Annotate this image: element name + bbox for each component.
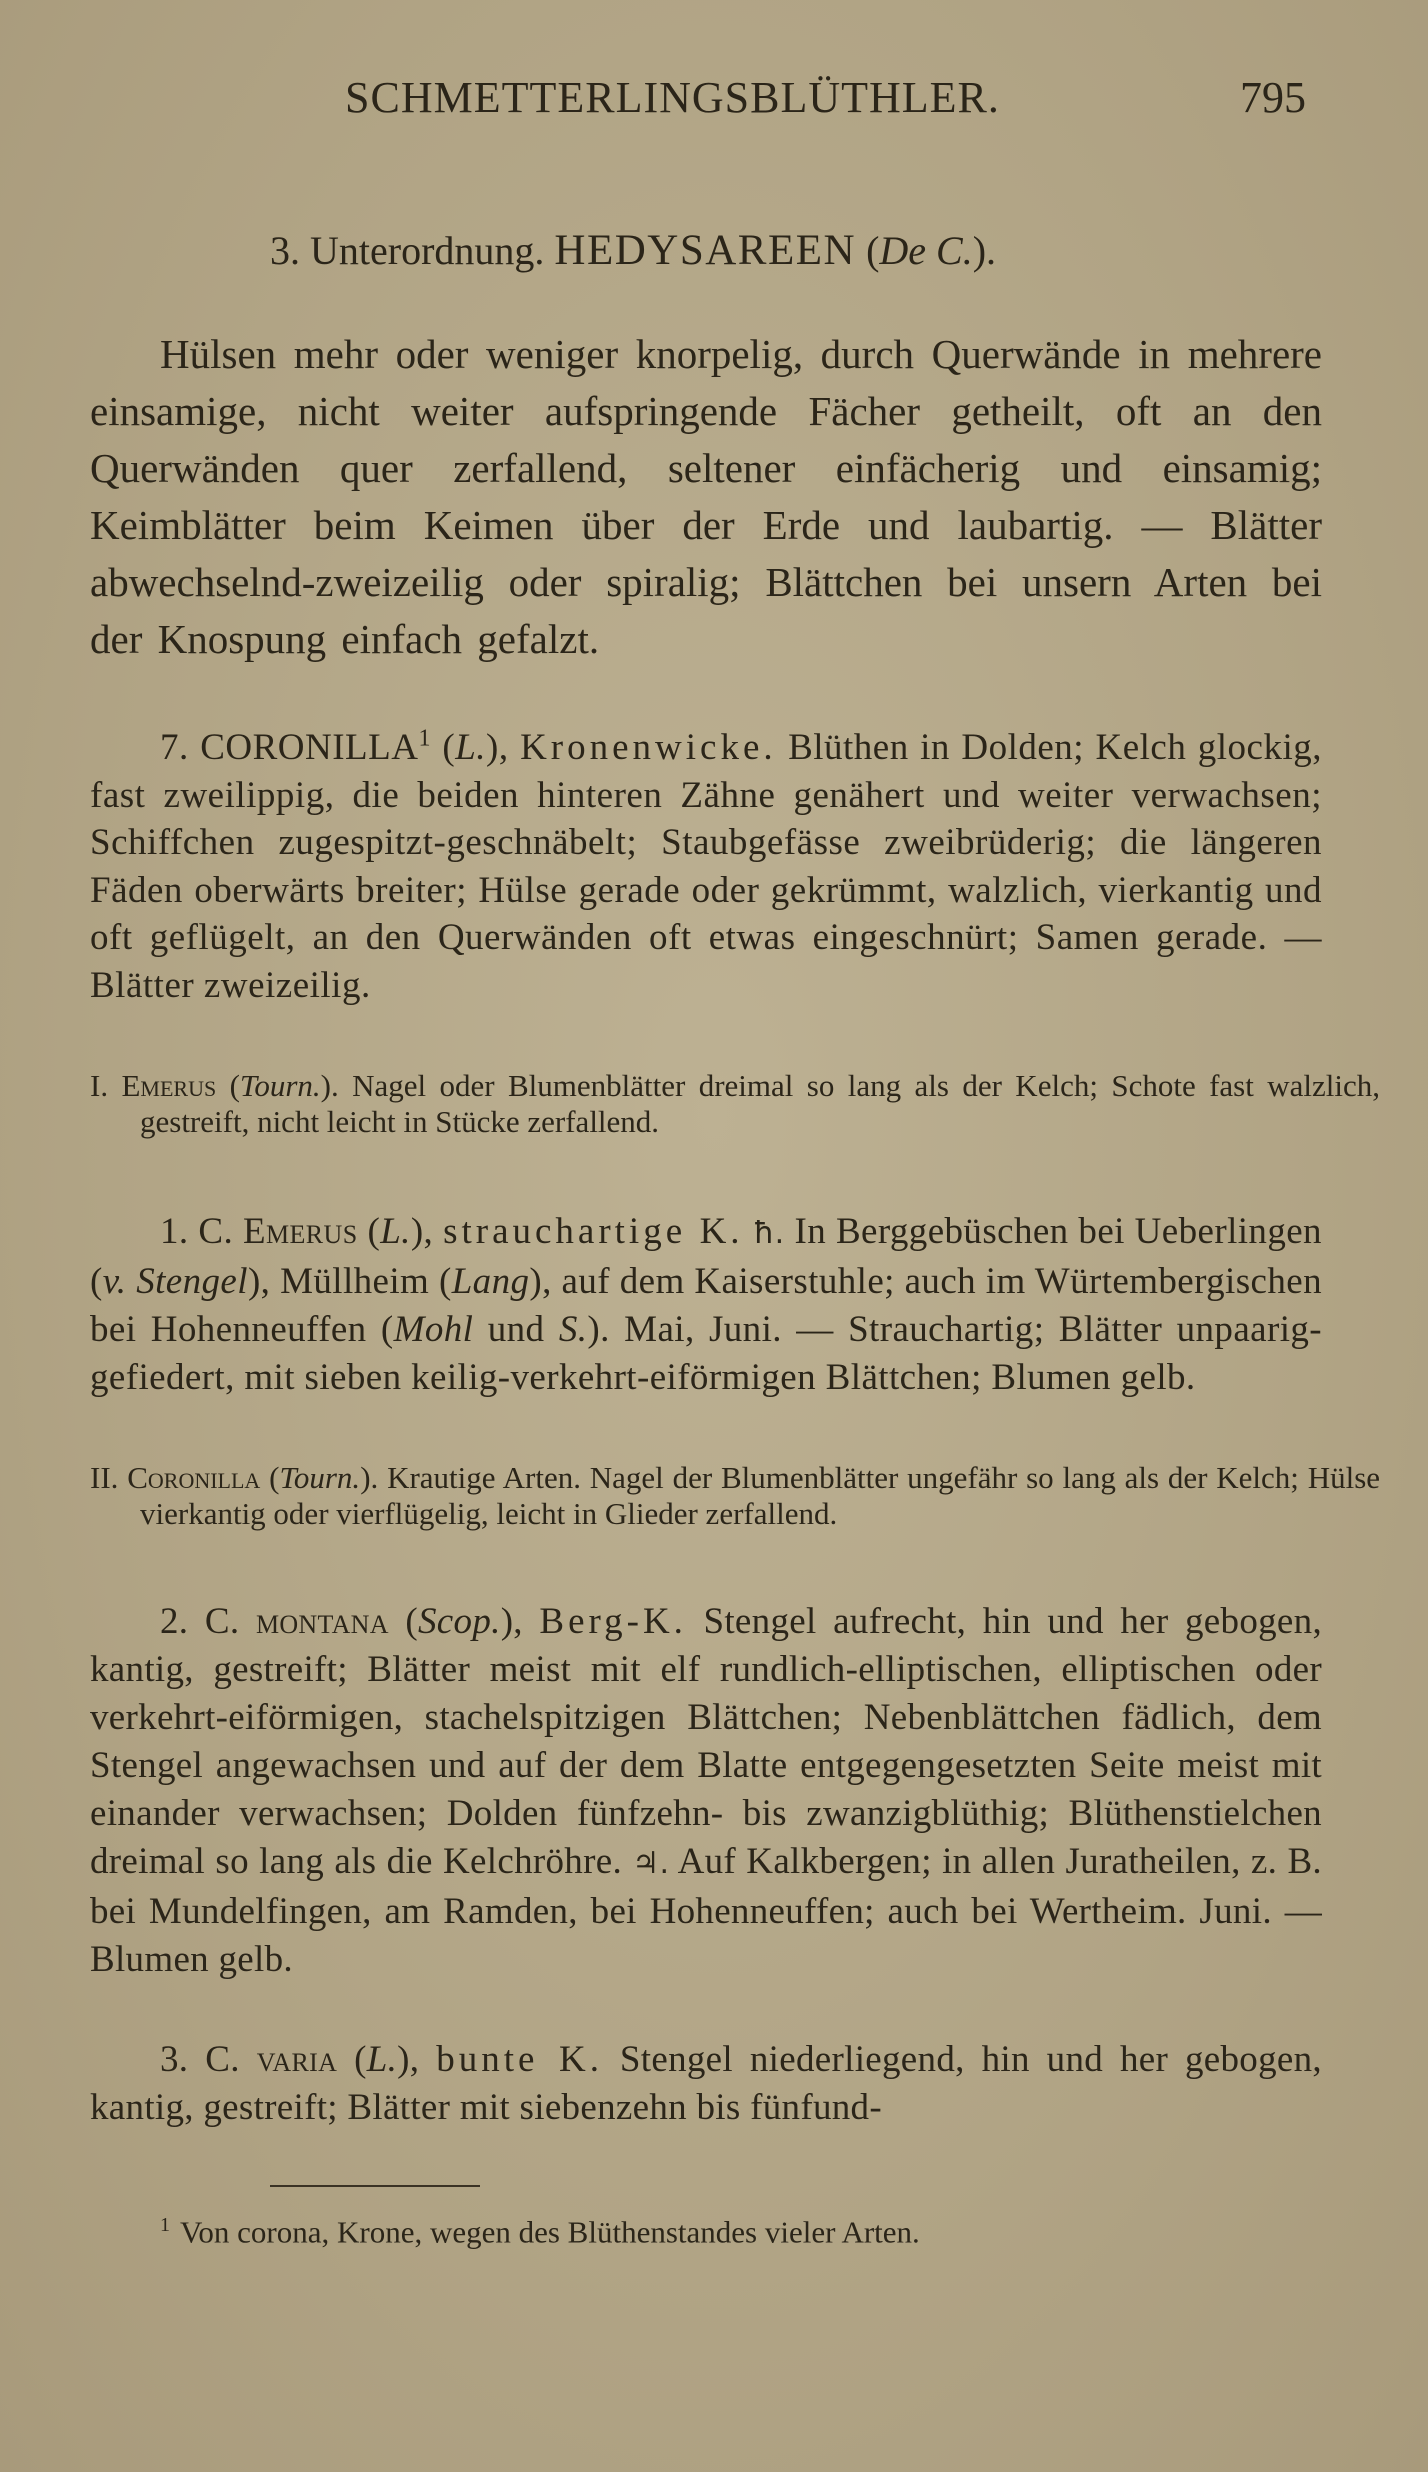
species-varia <box>90 2036 1322 2132</box>
species-text-part3: ), auf dem Kaiserstuhle; auch im Würtembergischen bei Hohenneuffen ( <box>90 1261 1322 1350</box>
section-author-open: ( <box>229 1068 240 1103</box>
genus-name: CORONILLA <box>200 727 419 768</box>
section-name: Emerus <box>121 1068 217 1103</box>
species-name: montana <box>255 1601 389 1642</box>
collector-ref: Lang <box>451 1261 530 1302</box>
genus-number: 7. <box>160 727 189 768</box>
genus-author: L. <box>455 727 487 768</box>
running-head <box>0 72 1428 132</box>
species-emerus <box>90 1208 1322 1402</box>
section-author-close: ). <box>360 1460 379 1495</box>
genus-text: Blüthen in Dolden; Kelch glockig, fast zweilippig, die beiden hinteren Zähne genähert und weiter verwachsen; Schiffchen zugespitzt-geschnäbelt; Staubgefässe zweibrüderig; die längeren Fäden oberwärts breiter; Hülse gerade oder gekrümmt, walzlich, vierkantig und oft geflügelt, an den Querwänden oft etwas eingeschnürt; Samen gerade. — Blätter zweizeilig. <box>90 727 1323 1006</box>
species-author: Scop. <box>418 1601 501 1642</box>
species-text-part4: und <box>473 1309 559 1350</box>
genus-common-name: Kronenwicke. <box>520 727 777 768</box>
shrub-symbol-icon: ħ. <box>753 1216 785 1251</box>
section-name: Coronilla <box>127 1460 261 1495</box>
collector-ref: S. <box>558 1309 588 1350</box>
footnote-reference: 1 <box>418 725 431 752</box>
species-name: varia <box>256 2039 338 2080</box>
species-number: 3. C. <box>160 2039 240 2080</box>
species-common-name: strauchartige K. <box>443 1211 744 1252</box>
footnote-divider <box>270 2185 480 2187</box>
footnote-mark: 1 <box>160 2214 170 2236</box>
running-title: SCHMETTERLINGSBLÜTHLER. <box>345 73 1000 122</box>
suborder-author-open: ( <box>866 228 880 273</box>
section-text: Nagel oder Blumenblätter dreimal so lang als der Kelch; Schote fast walzlich, gestreift, nicht leicht in Stücke zerfallend. <box>140 1068 1380 1139</box>
species-name: Emerus <box>243 1211 358 1252</box>
suborder-author: De C. <box>879 228 973 273</box>
suborder-prefix: 3. Unterordnung. <box>270 228 545 273</box>
species-text-part2: ), Müllheim ( <box>247 1261 452 1302</box>
species-number: 2. C. <box>160 1601 240 1642</box>
species-common-name: bunte K. <box>436 2039 603 2080</box>
species-text-part1: In Berggebüschen bei Ueberlingen ( <box>90 1211 1322 1302</box>
suborder-heading <box>270 226 996 275</box>
species-author-open: ( <box>405 1601 418 1642</box>
perennial-symbol-icon: ♃. <box>632 1846 670 1881</box>
genus-author-open: ( <box>442 727 456 768</box>
collector-ref: Mohl <box>393 1309 474 1350</box>
species-author: L. <box>366 2039 398 2080</box>
genus-author-close: ), <box>486 727 509 768</box>
section-text: Krautige Arten. Nagel der Blumenblätter ungefähr so lang als der Kelch; Hülse vierkantig oder vierflügelig, leicht in Glieder zerfallend. <box>140 1460 1381 1531</box>
section-numeral: I. <box>90 1068 109 1103</box>
section-author: Tourn. <box>239 1068 321 1103</box>
species-author-close: ), <box>410 1211 434 1252</box>
genus-description <box>90 724 1322 1009</box>
species-common-name: Berg-K. <box>539 1601 687 1642</box>
species-author-open: ( <box>367 1211 381 1252</box>
species-text-part2: Auf Kalkbergen; in allen Juratheilen, z. B. bei Mundelfingen, am Ramden, bei Hohenneuffen; auch bei Wertheim. Juni. — Blumen gelb. <box>90 1841 1322 1980</box>
section-author-open: ( <box>269 1460 280 1495</box>
section-author-close: ). <box>320 1068 339 1103</box>
section-heading-coronilla <box>90 1460 1380 1532</box>
species-text-part5: ). Mai, Juni. — Strauchartig; Blätter unpaarig-gefiedert, mit sieben keilig-verkehrt-eiförmigen Blättchen; Blumen gelb. <box>90 1309 1322 1398</box>
suborder-name: HEDYSAREEN <box>554 227 857 274</box>
section-numeral: II. <box>90 1460 119 1495</box>
suborder-description: Hülsen mehr oder weniger knorpelig, durch Querwände in mehrere einsamige, nicht weiter aufspringende Fächer getheilt, oft an den Querwänden quer zerfallend, seltener einfächerig und einsamig; Keimblätter beim Keimen über der Erde und laubartig. — Blätter abwechselnd-zweizeilig oder spiralig; Blättchen bei unsern Arten bei der Knospung einfach gefalzt. <box>90 331 1322 662</box>
species-author-close: ), <box>397 2039 420 2080</box>
footnote <box>160 2214 920 2250</box>
species-text: Stengel niederliegend, hin und her gebogen, kantig, gestreift; Blätter mit siebenzehn bis fünfund- <box>90 2039 1322 2128</box>
species-author-open: ( <box>354 2039 367 2080</box>
species-number: 1. C. <box>160 1211 234 1252</box>
footnote-text: Von corona, Krone, wegen des Blüthenstandes vieler Arten. <box>180 2214 920 2250</box>
section-author: Tourn. <box>279 1460 361 1495</box>
collector-ref: v. Stengel <box>102 1261 248 1302</box>
species-montana <box>90 1598 1322 1984</box>
species-text-part1: Stengel aufrecht, hin und her gebogen, kantig, gestreift; Blätter meist mit elf rundlich-elliptischen, elliptischen oder verkehrt-eiförmigen, stachelspitzigen Blättchen; Nebenblättchen fädlich, dem Stengel angewachsen und auf der dem Blatte entgegengesetzten Seite meist mit einander verwachsen; Dolden fünfzehn- bis zwanzigblüthig; Blüthenstielchen dreimal so lang als die Kelchröhre. <box>90 1601 1322 1882</box>
page-number: 795 <box>1240 73 1306 122</box>
species-author: L. <box>380 1211 411 1252</box>
section-heading-emerus <box>90 1068 1380 1140</box>
suborder-author-close: ). <box>972 228 997 273</box>
species-author-close: ), <box>500 1601 523 1642</box>
